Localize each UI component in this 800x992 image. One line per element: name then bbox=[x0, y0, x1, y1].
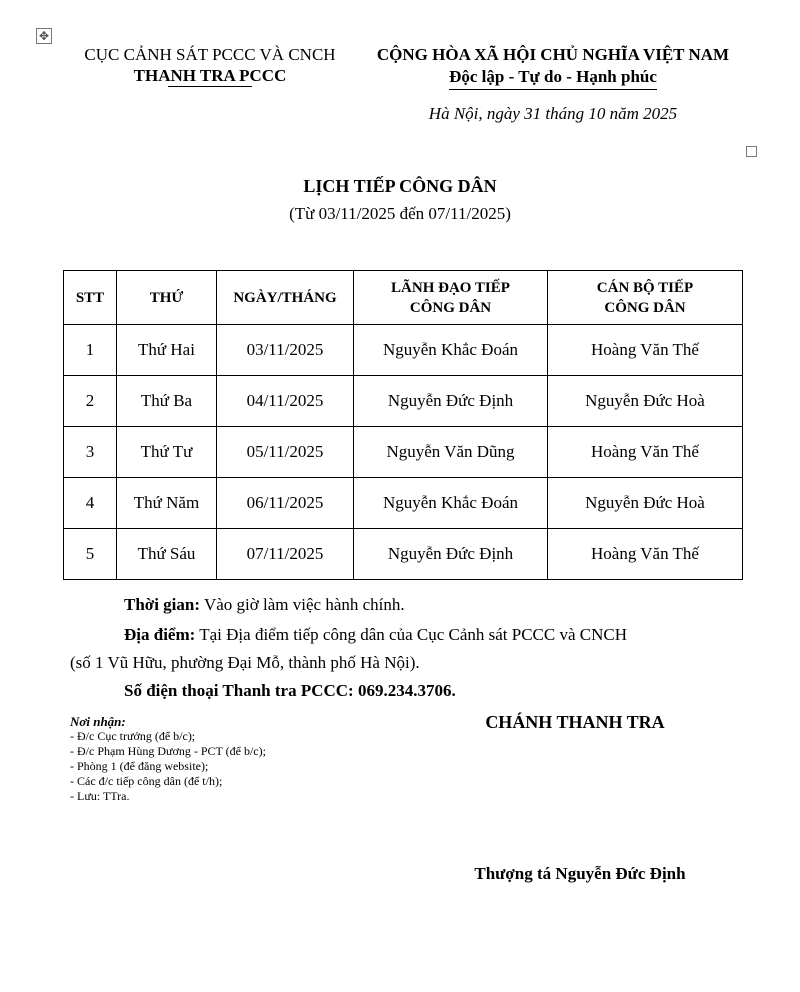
cell-date: 07/11/2025 bbox=[217, 529, 354, 580]
cell-weekday: Thứ Sáu bbox=[117, 529, 217, 580]
table-header-row bbox=[64, 271, 743, 325]
cell-date: 03/11/2025 bbox=[217, 325, 354, 376]
cell-weekday: Thứ Tư bbox=[117, 427, 217, 478]
table-move-handle-icon[interactable]: ✥ bbox=[36, 28, 52, 44]
col-header-date: NGÀY/THÁNG bbox=[217, 271, 354, 325]
col-header-officer-line1: CÁN BỘ TIẾP bbox=[596, 279, 694, 296]
cell-stt: 4 bbox=[64, 478, 117, 529]
recipient-item: - Phòng 1 (để đăng website); bbox=[70, 759, 209, 773]
col-header-leader-line2: CÔNG DÂN bbox=[409, 299, 492, 316]
recipient-item: - Đ/c Cục trưởng (để b/c); bbox=[70, 729, 196, 743]
col-header-leader bbox=[354, 271, 548, 325]
time-value: Vào giờ làm việc hành chính. bbox=[203, 595, 405, 614]
cell-leader: Nguyễn Khắc Đoán bbox=[354, 325, 548, 376]
col-header-officer bbox=[548, 271, 743, 325]
cell-stt: 2 bbox=[64, 376, 117, 427]
cell-leader: Nguyễn Đức Định bbox=[354, 376, 548, 427]
table-row bbox=[64, 478, 743, 529]
cell-leader: Nguyễn Đức Định bbox=[354, 529, 548, 580]
cell-officer: Hoàng Văn Thế bbox=[548, 325, 743, 376]
issuing-agency-block bbox=[70, 44, 350, 87]
col-header-leader-line1: LÃNH ĐẠO TIẾP bbox=[391, 279, 510, 296]
time-label: Thời gian: bbox=[124, 595, 201, 614]
cell-leader: Nguyễn Khắc Đoán bbox=[354, 478, 548, 529]
cell-weekday: Thứ Năm bbox=[117, 478, 217, 529]
cell-officer: Hoàng Văn Thế bbox=[548, 529, 743, 580]
parent-agency: CỤC CẢNH SÁT PCCC VÀ CNCH bbox=[84, 45, 336, 64]
cell-stt: 5 bbox=[64, 529, 117, 580]
signer-title: CHÁNH THANH TRA bbox=[485, 712, 665, 732]
place-value: Tại Địa điểm tiếp công dân của Cục Cảnh sát PCCC và CNCH bbox=[199, 625, 628, 644]
recipients-label: Nơi nhận: bbox=[70, 714, 126, 729]
place-label: Địa điểm: bbox=[124, 625, 196, 644]
national-motto-block bbox=[358, 44, 748, 90]
table-row bbox=[64, 427, 743, 478]
table-row bbox=[64, 529, 743, 580]
document-period: (Từ 03/11/2025 đến 07/11/2025) bbox=[289, 204, 511, 223]
recipient-item: - Các đ/c tiếp công dân (để t/h); bbox=[70, 774, 223, 788]
place-line bbox=[124, 622, 627, 648]
recipient-item: - Lưu: TTra. bbox=[70, 789, 130, 803]
cell-officer: Nguyễn Đức Hoà bbox=[548, 376, 743, 427]
phone-line: Số điện thoại Thanh tra PCCC: 069.234.3706. bbox=[124, 681, 456, 700]
reception-schedule-table bbox=[63, 270, 743, 580]
cell-date: 04/11/2025 bbox=[217, 376, 354, 427]
document-dateline: Hà Nội, ngày 31 tháng 10 năm 2025 bbox=[428, 104, 678, 123]
col-header-stt: STT bbox=[64, 271, 117, 325]
cell-stt: 1 bbox=[64, 325, 117, 376]
cell-officer: Nguyễn Đức Hoà bbox=[548, 478, 743, 529]
col-header-weekday: THỨ bbox=[117, 271, 217, 325]
agency-underline bbox=[168, 86, 252, 87]
signer-name: Thượng tá Nguyễn Đức Định bbox=[474, 864, 686, 883]
col-header-officer-line2: CÔNG DÂN bbox=[604, 299, 686, 316]
table-row bbox=[64, 376, 743, 427]
cell-date: 05/11/2025 bbox=[217, 427, 354, 478]
cell-leader: Nguyễn Văn Dũng bbox=[354, 427, 548, 478]
recipients-block bbox=[70, 714, 266, 804]
cell-stt: 3 bbox=[64, 427, 117, 478]
issuing-unit: THANH TRA PCCC bbox=[133, 66, 287, 85]
document-title: LỊCH TIẾP CÔNG DÂN bbox=[303, 176, 497, 196]
cell-weekday: Thứ Ba bbox=[117, 376, 217, 427]
national-motto: Độc lập - Tự do - Hạnh phúc bbox=[449, 66, 657, 90]
cell-officer: Hoàng Văn Thế bbox=[548, 427, 743, 478]
cell-date: 06/11/2025 bbox=[217, 478, 354, 529]
time-line bbox=[124, 592, 405, 618]
table-row bbox=[64, 325, 743, 376]
cell-weekday: Thứ Hai bbox=[117, 325, 217, 376]
place-address: (số 1 Vũ Hữu, phường Đại Mỗ, thành phố Hà Nội). bbox=[70, 653, 420, 672]
table-resize-handle-icon[interactable] bbox=[746, 146, 757, 157]
national-title: CỘNG HÒA XÃ HỘI CHỦ NGHĨA VIỆT NAM bbox=[376, 45, 730, 64]
recipient-item: - Đ/c Phạm Hùng Dương - PCT (để b/c); bbox=[70, 744, 266, 758]
